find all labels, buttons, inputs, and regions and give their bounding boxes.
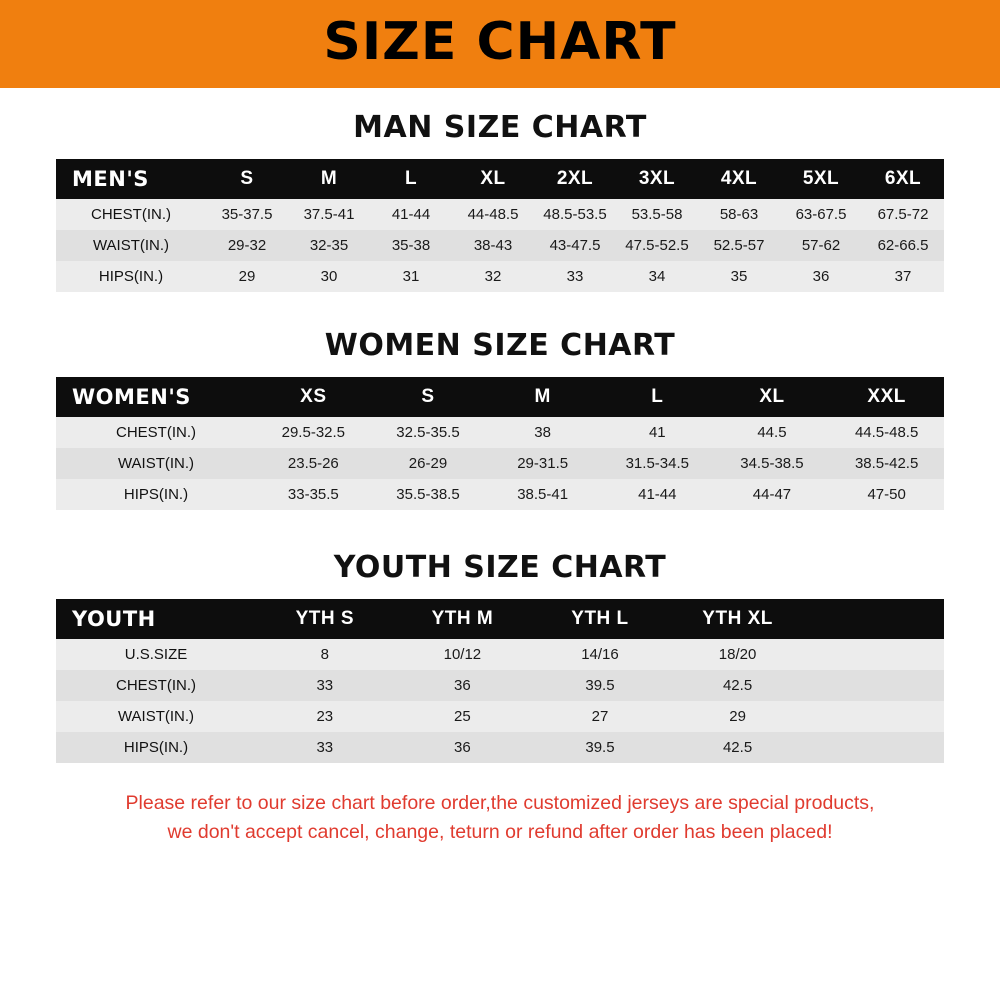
cell: 32 [484, 268, 502, 285]
cell: 35 [730, 268, 748, 285]
row-label: HIPS(IN.) [123, 739, 189, 756]
cell: 29 [238, 268, 256, 285]
table-row [56, 448, 944, 479]
women-col-header: M [534, 386, 551, 407]
cell: 8 [320, 646, 329, 663]
cell: 27 [591, 708, 609, 725]
cell: 44.5 [757, 424, 787, 441]
cell: 35-38 [391, 237, 431, 254]
cell: 26-29 [408, 455, 448, 472]
women-corner-label: WOMEN'S [72, 385, 191, 409]
women-table-wrap [56, 377, 944, 510]
cell: 44.5-48.5 [854, 424, 919, 441]
cell: 34 [648, 268, 666, 285]
cell: 39.5 [585, 739, 615, 756]
row-label: WAIST(IN.) [117, 455, 195, 472]
youth-size-table [56, 599, 944, 763]
women-col-header: XS [300, 386, 327, 407]
row-label: CHEST(IN.) [116, 424, 196, 441]
cell: 33 [316, 739, 334, 756]
row-label: WAIST(IN.) [92, 237, 170, 254]
cell: 63-67.5 [795, 206, 847, 223]
man-col-header: L [404, 168, 418, 189]
cell: 18/20 [718, 646, 757, 663]
women-col-header: S [421, 386, 435, 407]
cell: 14/16 [581, 646, 619, 663]
cell: 38.5-42.5 [854, 455, 919, 472]
cell: 34.5-38.5 [740, 455, 804, 472]
cell: 38-43 [473, 237, 513, 254]
man-col-header: 2XL [556, 168, 594, 189]
women-size-table [56, 377, 944, 510]
cell: 62-66.5 [877, 237, 929, 254]
cell: 35.5-38.5 [396, 486, 460, 503]
cell: 58-63 [719, 206, 759, 223]
man-col-header: 4XL [720, 168, 758, 189]
women-col-header: XXL [867, 386, 906, 407]
cell: 35-37.5 [221, 206, 273, 223]
man-table-wrap [56, 159, 944, 292]
row-label: CHEST(IN.) [91, 206, 171, 223]
youth-col-header: YTH S [295, 608, 355, 629]
cell: 44-48.5 [467, 206, 519, 223]
cell: 33-35.5 [287, 486, 339, 503]
row-label: U.S.SIZE [124, 646, 188, 663]
youth-table-wrap [56, 599, 944, 763]
cell: 53.5-58 [631, 206, 683, 223]
table-row [56, 701, 944, 732]
table-row [56, 199, 944, 230]
cell: 42.5 [722, 677, 753, 694]
man-col-header: 5XL [802, 168, 840, 189]
table-header-row [56, 159, 944, 199]
women-col-header: XL [759, 386, 785, 407]
man-col-header: 6XL [884, 168, 922, 189]
youth-section-heading: YOUTH SIZE CHART [333, 550, 667, 585]
youth-col-header: YTH XL [702, 608, 773, 629]
man-col-header: S [240, 168, 254, 189]
man-section-heading: MAN SIZE CHART [353, 110, 647, 145]
table-row [56, 230, 944, 261]
youth-col-header: YTH M [431, 608, 494, 629]
banner [0, 0, 1000, 88]
cell: 23.5-26 [287, 455, 339, 472]
cell: 30 [320, 268, 338, 285]
cell: 52.5-57 [713, 237, 765, 254]
cell: 29 [729, 708, 746, 725]
cell: 23 [316, 708, 334, 725]
row-label: WAIST(IN.) [117, 708, 195, 725]
table-row [56, 670, 944, 701]
row-label: CHEST(IN.) [116, 677, 196, 694]
cell: 47.5-52.5 [625, 237, 689, 254]
cell: 57-62 [801, 237, 841, 254]
cell: 37 [894, 268, 912, 285]
cell: 25 [454, 708, 471, 725]
women-col-header: L [651, 386, 664, 407]
cell: 29.5-32.5 [281, 424, 346, 441]
footer-note [20, 789, 980, 848]
cell: 37.5-41 [303, 206, 355, 223]
cell: 47-50 [867, 486, 906, 503]
cell-spacer [806, 639, 944, 670]
cell: 31.5-34.5 [625, 455, 689, 472]
table-row [56, 479, 944, 510]
man-col-header: 3XL [638, 168, 676, 189]
cell-spacer [806, 732, 944, 763]
cell: 29-31.5 [517, 455, 569, 472]
man-col-header: M [320, 168, 338, 189]
cell: 29-32 [227, 237, 267, 254]
cell: 33 [316, 677, 334, 694]
cell: 41-44 [391, 206, 431, 223]
women-section-heading: WOMEN SIZE CHART [324, 328, 676, 363]
table-header-row [56, 377, 944, 417]
man-size-table [56, 159, 944, 292]
cell: 33 [566, 268, 584, 285]
cell: 43-47.5 [549, 237, 601, 254]
cell: 39.5 [585, 677, 615, 694]
page-title: SIZE CHART [323, 12, 677, 72]
cell: 31 [402, 268, 420, 285]
youth-corner-label: YOUTH [72, 607, 156, 631]
cell: 38 [534, 424, 551, 441]
footer-note-line-2: we don't accept cancel, change, teturn or refund after order has been placed! [167, 821, 833, 844]
table-row [56, 639, 944, 670]
table-row [56, 417, 944, 448]
cell: 44-47 [752, 486, 792, 503]
cell: 42.5 [722, 739, 753, 756]
cell-spacer [806, 701, 944, 732]
row-label: HIPS(IN.) [98, 268, 164, 285]
table-row [56, 732, 944, 763]
cell: 48.5-53.5 [543, 206, 607, 223]
table-row [56, 261, 944, 292]
cell: 36 [454, 677, 471, 694]
cell: 32.5-35.5 [396, 424, 460, 441]
cell: 41 [648, 424, 666, 441]
cell-spacer [806, 670, 944, 701]
cell: 36 [454, 739, 471, 756]
footer-note-line-1: Please refer to our size chart before order,the customized jerseys are special products, [125, 792, 875, 814]
man-col-header: XL [480, 168, 506, 189]
man-corner-label: MEN'S [72, 167, 149, 191]
cell: 41-44 [638, 486, 677, 503]
youth-col-header-spacer [806, 599, 944, 639]
cell: 36 [812, 268, 830, 285]
table-header-row [56, 599, 944, 639]
cell: 67.5-72 [877, 206, 929, 223]
row-label: HIPS(IN.) [123, 486, 189, 503]
youth-col-header: YTH L [571, 608, 629, 629]
cell: 38.5-41 [517, 486, 569, 503]
cell: 32-35 [309, 237, 349, 254]
cell: 10/12 [443, 646, 482, 663]
